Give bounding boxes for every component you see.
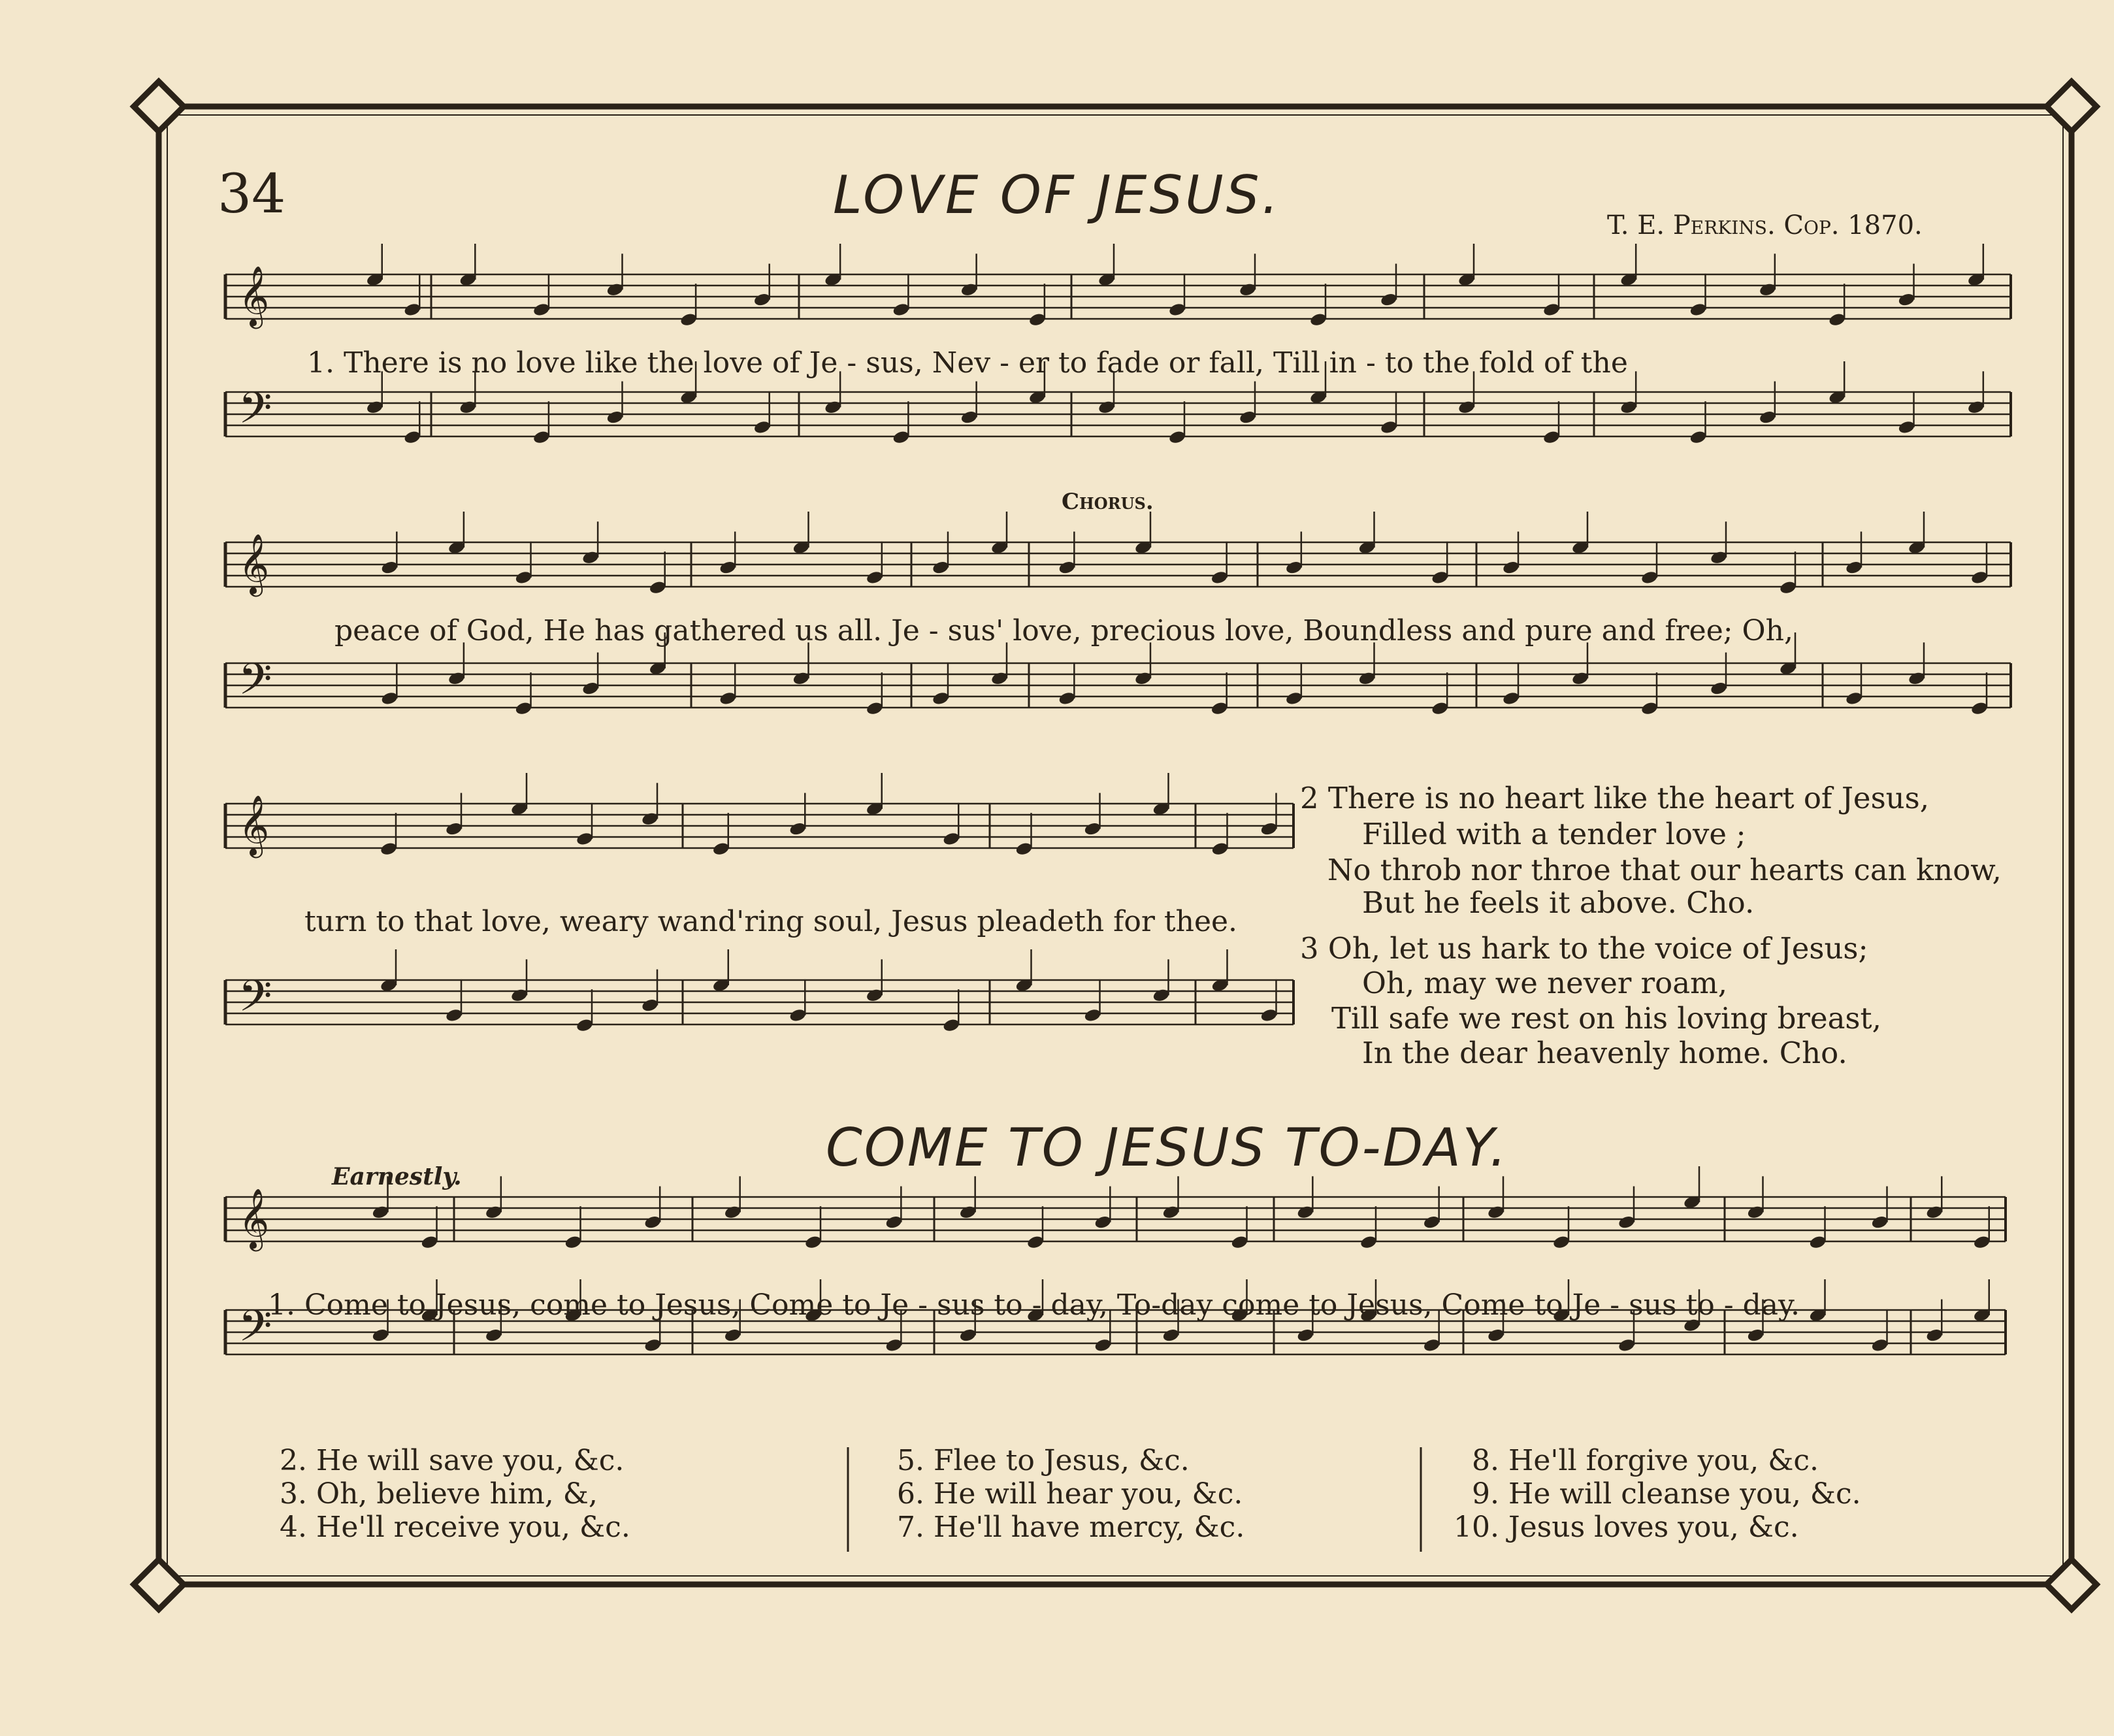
- chorus-label: Chorus.: [1062, 489, 1154, 515]
- stanza-item: [879, 1477, 1244, 1511]
- tempo-marking: Earnestly.: [332, 1163, 462, 1190]
- verse3-line3: Till safe we rest on his loving breast,: [1331, 1001, 1881, 1036]
- bass-clef-icon: 𝄢: [238, 1301, 272, 1362]
- stanza-number: 3.: [280, 1477, 307, 1511]
- stanza-text: Oh, believe him, &,: [316, 1477, 598, 1511]
- stanza-text: Jesus loves you, &c.: [1508, 1511, 1799, 1544]
- stanza-text: He will hear you, &c.: [934, 1477, 1243, 1511]
- stanza-text: He will save you, &c.: [316, 1444, 625, 1477]
- stanza-number: 7.: [897, 1511, 924, 1544]
- stanza-item: [261, 1444, 630, 1477]
- stanza-text: He'll forgive you, &c.: [1508, 1444, 1819, 1477]
- treble-clef-icon: 𝄞: [238, 794, 270, 855]
- stanza-item: [261, 1477, 630, 1511]
- stanza-number: 2.: [280, 1444, 307, 1477]
- stanza-item: [1454, 1477, 1861, 1511]
- hymn1-lyrics-line1: 1. There is no love like the love of Je - sus, Nev - er to fade or fall, Till in - to the fold of the: [307, 346, 1628, 380]
- bass-clef-icon: 𝄢: [238, 383, 272, 444]
- stanza-item: [879, 1444, 1244, 1477]
- verse3-line2: Oh, may we never roam,: [1362, 966, 1728, 1000]
- stanza-column-3: [1454, 1444, 1861, 1544]
- stanza-column-2: [879, 1444, 1244, 1544]
- stanza-number: 9.: [1472, 1477, 1499, 1511]
- hymn1-lyrics-line3: turn to that love, weary wand'ring soul, Jesus pleadeth for thee.: [304, 905, 1238, 938]
- treble-clef-icon: 𝄞: [238, 1188, 270, 1249]
- stanza-number: 8.: [1472, 1444, 1499, 1477]
- verse3-line1: 3 Oh, let us hark to the voice of Jesus;: [1300, 931, 1868, 966]
- page-frame: [159, 106, 2072, 1584]
- stanza-text: He'll receive you, &c.: [316, 1511, 630, 1544]
- stanza-number: 10.: [1454, 1511, 1499, 1544]
- frame-corner-ornaments: [134, 82, 2096, 1609]
- stanza-text: Flee to Jesus, &c.: [934, 1444, 1190, 1477]
- hymn1-credit: T. E. Perkins. Cop. 1870.: [1607, 210, 1923, 240]
- page-number: 34: [218, 163, 286, 225]
- treble-clef-icon: 𝄞: [238, 533, 270, 594]
- treble-clef-icon: 𝄞: [238, 265, 270, 326]
- hymn1-title: LOVE OF JESUS.: [833, 165, 1281, 225]
- stanza-column-1: [261, 1444, 630, 1544]
- stanza-item: [1454, 1444, 1861, 1477]
- stanza-item: [261, 1511, 630, 1544]
- verse2-line3: No throb nor throe that our hearts can know,: [1327, 853, 2002, 887]
- verse3-line4: In the dear heavenly home. Cho.: [1362, 1036, 1847, 1070]
- stanza-number: 5.: [897, 1444, 924, 1477]
- hymn2-title: COME TO JESUS TO-DAY.: [826, 1117, 1508, 1178]
- stanza-text: He will cleanse you, &c.: [1508, 1477, 1861, 1511]
- verse2-line1: 2 There is no heart like the heart of Jesus,: [1300, 781, 1930, 815]
- stanza-text: He'll have mercy, &c.: [934, 1511, 1245, 1544]
- stanza-item: [879, 1511, 1244, 1544]
- stanza-number: 4.: [280, 1511, 307, 1544]
- stanza-item: [1454, 1511, 1861, 1544]
- verse2-line2: Filled with a tender love ;: [1362, 817, 1746, 851]
- bass-clef-icon: 𝄢: [238, 654, 272, 715]
- hymn2-lyrics-line1: 1. Come to Jesus, come to Jesus, Come to Je - sus to - day, To-day come to Jesus, Come to Je - sus to - day.: [268, 1288, 1800, 1322]
- verse2-line4: But he feels it above. Cho.: [1362, 885, 1755, 920]
- stanza-number: 6.: [897, 1477, 924, 1511]
- hymn1-lyrics-line2: peace of God, He has gathered us all. Je - sus' love, precious love, Boundless and pure and free; Oh,: [334, 614, 1793, 647]
- bass-clef-icon: 𝄢: [238, 971, 272, 1032]
